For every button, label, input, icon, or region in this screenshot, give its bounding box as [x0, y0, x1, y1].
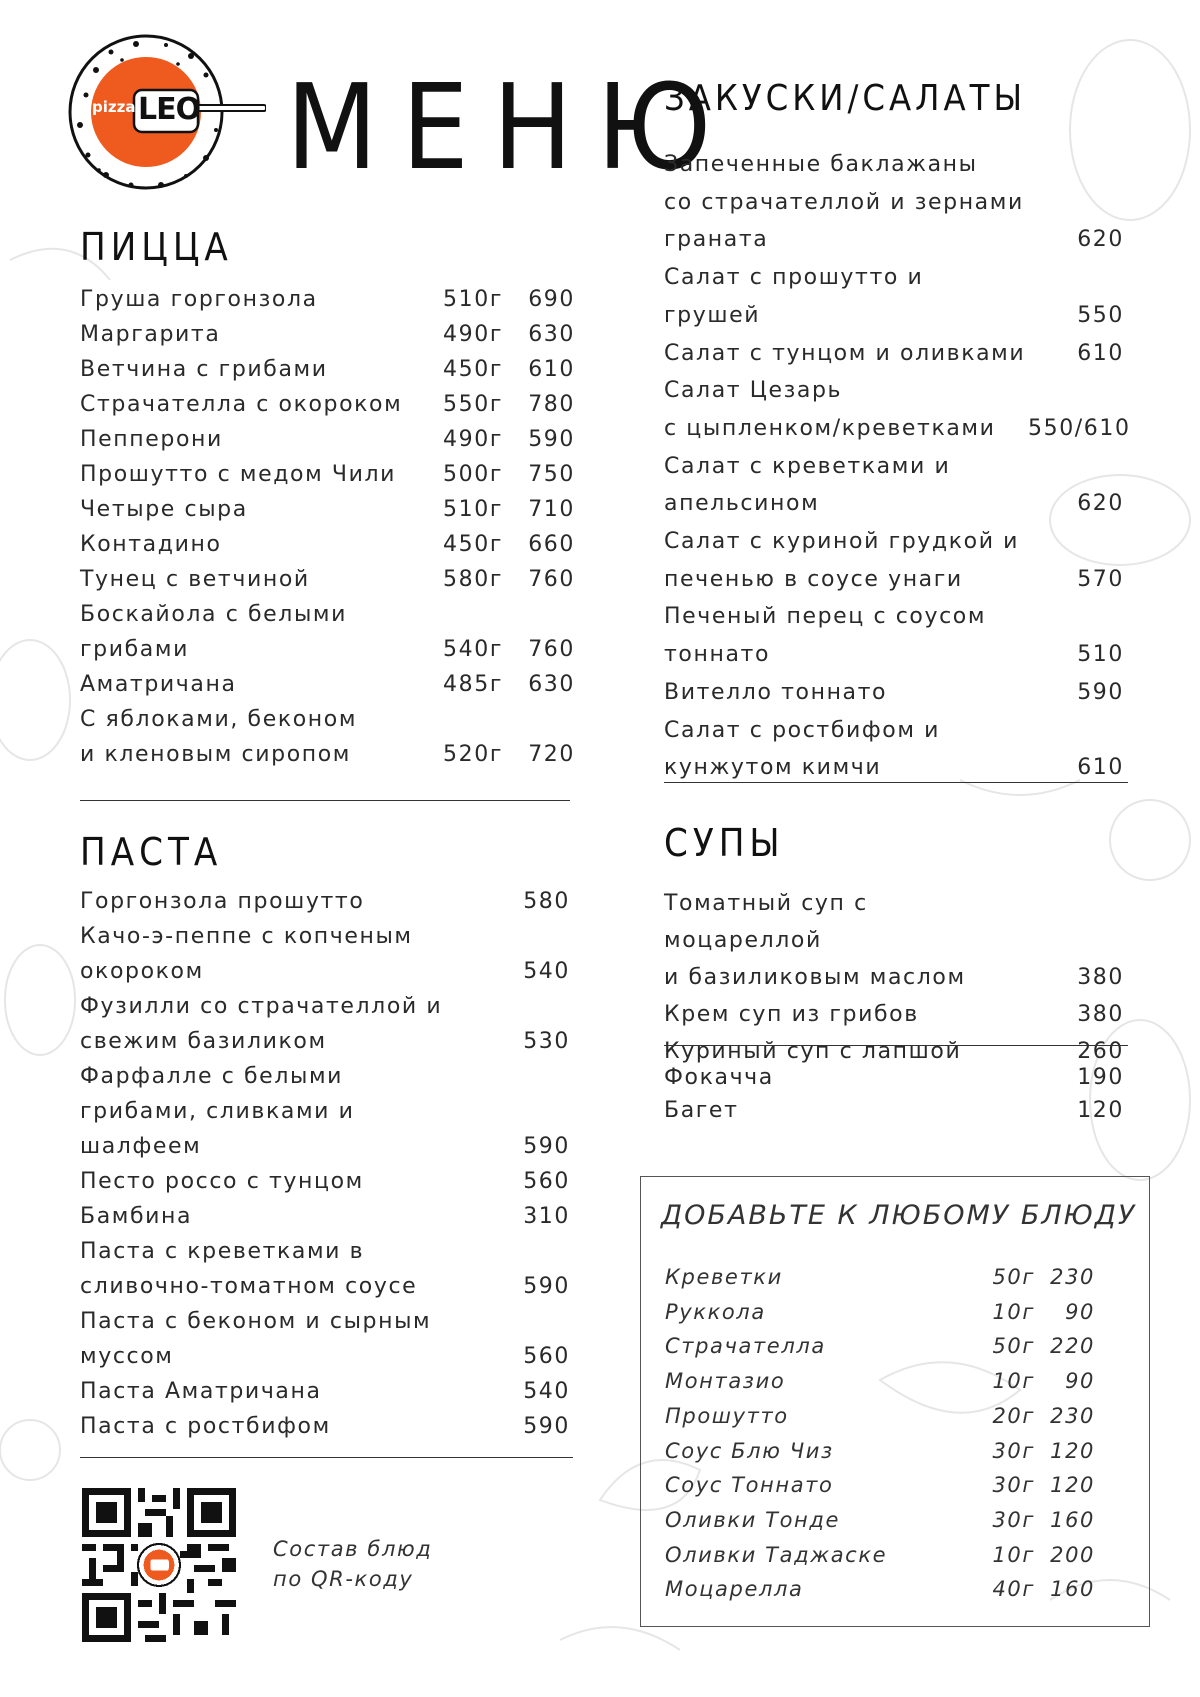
bread-list [664, 1061, 1124, 1127]
list-item: Салат с ростбифом и [664, 717, 941, 743]
list-item: Соус Блю Чиз 30г 120 [665, 1438, 1095, 1463]
list-item: Салат с креветками и [664, 453, 951, 479]
list-item: Руккола 10г 90 [665, 1299, 1095, 1324]
list-item: Груша горгонзола 510г 690 [80, 287, 575, 312]
list-item: Маргарита 490г 630 [80, 322, 575, 347]
list-item: шалфеем 590 [80, 1134, 570, 1159]
list-item: и кленовым сиропом 520г 720 [80, 742, 575, 767]
addons-heading: ДОБАВЬТЕ К ЛЮБОМУ БЛЮДУ [661, 1200, 1137, 1231]
snacks-heading: ЗАКУСКИ/САЛАТЫ [664, 78, 1027, 119]
list-item: Четыре сыра 510г 710 [80, 497, 575, 522]
logo [66, 30, 266, 200]
list-item: Фарфалле с белыми [80, 1064, 344, 1089]
list-item: Моцарелла 40г 160 [665, 1577, 1095, 1602]
list-item: Прошутто с медом Чили 500г 750 [80, 462, 575, 487]
qr-code-graphic [82, 1488, 236, 1642]
qr-caption [273, 1534, 432, 1594]
list-item: Паста с креветками в [80, 1239, 365, 1264]
page-title: МЕНЮ [286, 58, 736, 196]
list-item: Монтазио 10г 90 [665, 1369, 1095, 1394]
list-item: граната 620 [664, 227, 1124, 253]
list-item: грибами, сливками и [80, 1099, 355, 1124]
soups-list [664, 885, 1124, 1070]
list-item: Песто россо с тунцом 560 [80, 1169, 570, 1194]
list-item: с цыпленком/креветками 550/610 [664, 415, 1131, 441]
list-item: Креветки 50г 230 [665, 1265, 1095, 1289]
logo-small-text: pizza [92, 98, 136, 116]
list-item: Паста с ростбифом 590 [80, 1414, 570, 1439]
list-item: Паста Аматричана 540 [80, 1379, 570, 1404]
list-item: Куриный суп с лапшой 260 [664, 1039, 1124, 1064]
list-item: Бамбина 310 [80, 1204, 570, 1229]
list-item: тоннато 510 [664, 642, 1124, 668]
list-item: Фокачча 190 [664, 1065, 1124, 1090]
pizza-divider [80, 800, 570, 801]
list-item: Салат Цезарь [664, 378, 843, 404]
list-item: Салат с прошутто и грушей 550 [664, 265, 1124, 328]
list-item: кунжутом кимчи 610 [664, 755, 1124, 781]
list-item: окороком 540 [80, 959, 570, 984]
qr-caption-line2: по QR-коду [273, 1567, 414, 1591]
pasta-heading: ПАСТА [80, 830, 223, 874]
list-item: Ветчина с грибами 450г 610 [80, 357, 575, 382]
list-item: Контадино 450г 660 [80, 532, 575, 557]
list-item: Печеный перец с соусом [664, 604, 987, 630]
list-item: муссом 560 [80, 1344, 570, 1369]
list-item: Запеченные баклажаны [664, 152, 978, 177]
snacks-list [664, 146, 1131, 787]
list-item: Паста с беконом и сырным [80, 1309, 432, 1334]
soups-heading: СУПЫ [664, 821, 785, 865]
snacks-divider [664, 782, 1128, 783]
list-item: Оливки Таджаске 10г 200 [665, 1542, 1095, 1567]
list-item: Качо-э-пеппе с копченым [80, 924, 413, 949]
list-item: свежим базиликом 530 [80, 1029, 570, 1054]
list-item: Аматричана 485г 630 [80, 672, 575, 697]
list-item: грибами 540г 760 [80, 637, 575, 662]
list-item: Горгонзола прошутто 580 [80, 889, 570, 914]
list-item: Страчателла 50г 220 [665, 1334, 1095, 1359]
list-item: и базиликовым маслом 380 [664, 965, 1124, 990]
list-item: С яблоками, беконом [80, 707, 358, 732]
list-item: Страчателла с окороком 550г 780 [80, 392, 575, 417]
list-item: Салат с тунцом и оливками 610 [664, 340, 1124, 366]
qr-code[interactable] [82, 1488, 236, 1642]
list-item: апельсином 620 [664, 491, 1124, 517]
addons-list [665, 1260, 1095, 1607]
qr-caption-line1: Состав блюд [273, 1537, 433, 1561]
list-item: Фузилли со страчателлой и [80, 994, 443, 1019]
list-item: Томатный суп с моцареллой [664, 891, 868, 953]
list-item: Боскайола с белыми [80, 602, 348, 627]
pizza-list [80, 282, 575, 772]
pasta-divider [80, 1457, 573, 1458]
list-item: Соус Тоннато 30г 120 [665, 1473, 1095, 1498]
addons-box [640, 1176, 1150, 1627]
logo-big-text: LEO [138, 92, 201, 127]
list-item: печенью в соусе унаги 570 [664, 566, 1124, 592]
list-item: Пепперони 490г 590 [80, 427, 575, 452]
list-item: Прошутто 20г 230 [665, 1403, 1095, 1428]
list-item: Вителло тоннато 590 [664, 679, 1124, 705]
list-item: Оливки Тонде 30г 160 [665, 1507, 1095, 1532]
pasta-list [80, 884, 570, 1444]
soups-divider [664, 1045, 1128, 1046]
pizza-heading: ПИЦЦА [80, 225, 233, 269]
list-item: сливочно-томатном соусе 590 [80, 1274, 570, 1299]
list-item: Крем суп из грибов 380 [664, 1002, 1124, 1027]
list-item: Салат с куриной грудкой и [664, 529, 1020, 555]
list-item: Тунец с ветчиной 580г 760 [80, 567, 575, 592]
list-item: Багет 120 [664, 1098, 1124, 1123]
list-item: со страчателлой и зернами [664, 189, 1024, 215]
